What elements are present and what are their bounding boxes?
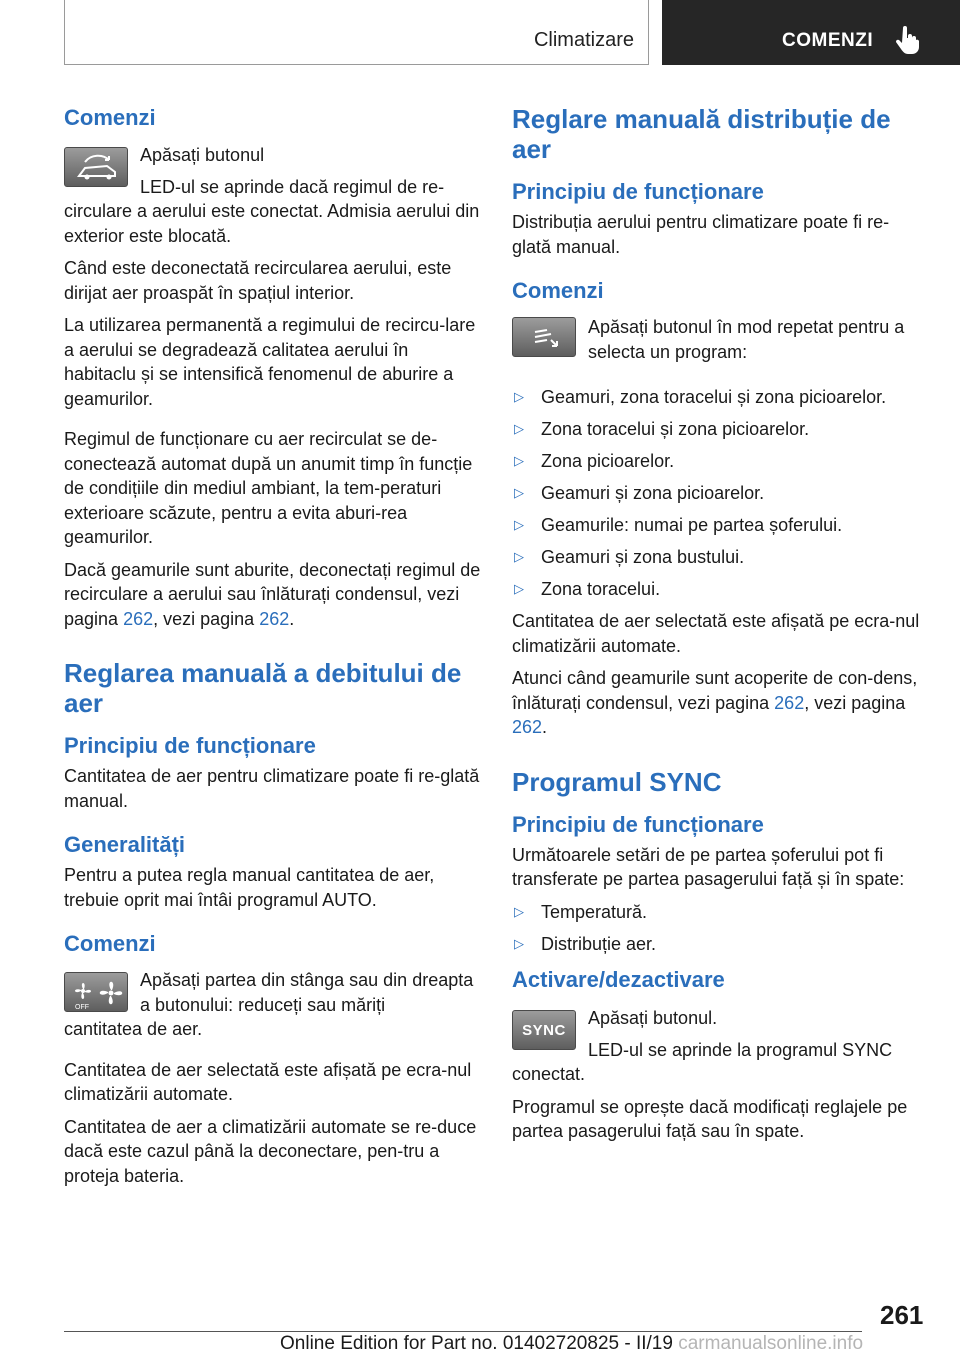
airflow-controls-heading: Comenzi [64, 931, 156, 956]
header-section-box [64, 0, 649, 65]
sync-press-text: Apăsați butonul. [588, 1008, 718, 1028]
triangle-bullet-icon: ▷ [514, 935, 524, 951]
sync-button-icon [512, 1010, 576, 1050]
airflow-battery-text: Cantitatea de aer a climatizării automate se re-duce dacă este cazul până la deconectare, pen-tru a proteja bateria. [64, 1116, 477, 1186]
distribution-controls-heading: Comenzi [512, 278, 604, 303]
recirc-led-text: circulare a aerului este conectat. Admisia aerului din exterior este blocată. [64, 201, 480, 246]
distribution-controls-text: Apăsați butonul în mod repetat pentru a selecta un program: [588, 317, 905, 362]
header-chapter-box [662, 0, 960, 65]
sync-toggle-heading: Activare/dezactivare [512, 967, 725, 992]
page-link[interactable]: 262 [512, 717, 543, 737]
airflow-principle-text: Cantitatea de aer pentru climatizare poate fi re-glată manual. [64, 766, 480, 811]
page-link[interactable]: 262 [123, 608, 154, 629]
sync-principle-text: Următoarele setări de pe partea șoferului pot fi transferate pe partea pasagerului față și în spate: [512, 844, 905, 889]
recirc-permanent-text: La utilizarea permanentă a regimului de recircu-lare a aerului se degradează calitatea aerului în habitaclu și se intensifică fenomenul de aburire a geamurilor. [64, 315, 476, 409]
airflow-principle-heading: Principiu de funcționare [64, 733, 316, 758]
sync-led-text: conectat. [512, 1064, 586, 1084]
list-item: ▷ Zona toracelui. [512, 577, 926, 602]
header-chapter-title: COMENZI [782, 30, 874, 51]
sync-led-text-start: LED-ul se aprinde la programul SYNC [588, 1039, 893, 1060]
distribution-button-row [512, 315, 926, 367]
fan-speed-icon [64, 972, 128, 1012]
sync-stop-text: Programul se oprește dacă modificați reglajele pe partea pasagerului față sau în spate. [512, 1096, 908, 1141]
header-section-title: Climatizare [533, 29, 634, 51]
sync-settings-list [512, 900, 926, 957]
list-item: ▷ Geamuri, zona toracelui și zona picioarelor. [512, 385, 926, 410]
triangle-bullet-icon: ▷ [514, 421, 524, 436]
distribution-display-text: Cantitatea de aer selectată este afișată pe ecra-nul climatizării automate. [512, 611, 920, 656]
sync-principle-heading: Principiu de funcționare [512, 811, 764, 837]
recirc-auto-off-text: Regimul de funcționare cu aer recirculat se de-conectează automat după un anumit timp în funcție de condițiile din mediul ambiant, la tem-peraturi exterioare scăzute, pentru a evita aburi-rea geamurilor. [64, 429, 473, 547]
svg-text:OFF: OFF [75, 1004, 89, 1011]
list-item: ▷ Zona picioarelor. [512, 449, 926, 474]
airflow-title: Reglarea manuală a debitului de aer [64, 658, 462, 718]
recirc-controls-heading: Comenzi [64, 105, 156, 130]
footer-watermark: carmanualsonline.info [678, 1333, 864, 1354]
fan-button-row [64, 968, 482, 1017]
triangle-bullet-icon: ▷ [514, 485, 524, 500]
triangle-bullet-icon: ▷ [514, 453, 524, 468]
sync-title: Programul SYNC [512, 766, 722, 797]
airflow-display-text: Cantitatea de aer selectată este afișată pe ecra-nul climatizării automate. [64, 1059, 472, 1104]
recirc-led-text-start: LED-ul se aprinde dacă regimul de re- [140, 176, 445, 197]
list-item: ▷ Geamuri și zona bustului. [512, 545, 926, 570]
list-item: ▷ Geamuri și zona picioarelor. [512, 481, 926, 506]
triangle-bullet-icon: ▷ [514, 517, 524, 532]
page-link[interactable]: 262 [774, 692, 805, 713]
air-recirculation-icon [64, 147, 128, 187]
list-item: ▷ Temperatură. [512, 900, 926, 925]
fan-controls-text-start: Apăsați partea din stânga sau din dreapta a butonului: reduceți sau măriți [140, 970, 474, 1015]
distribution-title: Reglare manuală distribuție de aer [512, 104, 891, 164]
footer-divider [64, 1331, 862, 1332]
fan-controls-text: cantitatea de aer. [64, 1019, 203, 1039]
recirc-button-row [64, 143, 482, 199]
distribution-program-list [512, 385, 926, 602]
triangle-bullet-icon: ▷ [514, 549, 524, 564]
triangle-bullet-icon: ▷ [514, 581, 524, 596]
list-item: ▷ Zona toracelui și zona picioarelor. [512, 417, 926, 442]
airflow-general-text: Pentru a putea regla manual cantitatea de aer, trebuie oprit mai întâi programul AUTO. [64, 865, 435, 910]
recirc-off-text: Când este deconectată recircularea aerului, este dirijat aer proaspăt în spațiul interior. [64, 258, 452, 303]
list-item: ▷ Geamurile: numai pe partea șoferului. [512, 513, 926, 538]
distribution-principle-text: Distribuția aerului pentru climatizare poate fi re-glată manual. [512, 212, 890, 257]
airflow-general-heading: Generalități [64, 832, 186, 857]
list-item: ▷ Distribuție aer. [512, 932, 926, 957]
distribution-principle-heading: Principiu de funcționare [512, 179, 764, 204]
air-distribution-icon [512, 317, 576, 357]
triangle-bullet-icon: ▷ [514, 389, 524, 404]
page-number: 261 [880, 1300, 924, 1330]
pointing-hand-icon [895, 26, 921, 54]
right-column [512, 100, 926, 1144]
recirc-fog-text: Dacă geamurile sunt aburite, deconectați regimul de recirculare a aerului sau înlăturați condensul, vezi pagina 262, vezi pagina 262. [64, 559, 481, 629]
triangle-bullet-icon: ▷ [514, 903, 524, 919]
sync-button-row [512, 1006, 926, 1062]
recirc-press-text: Apăsați butonul [140, 145, 265, 165]
sync-button-label: SYNC [522, 1022, 566, 1039]
distribution-condensation-text: Atunci când geamurile sunt acoperite de con-dens, înlăturați condensul, vezi pagina 262, vezi pagina 262. [512, 668, 918, 737]
footer-edition: Online Edition for Part no. 01402720825 - II/19 carmanualsonline.info [280, 1333, 864, 1354]
left-column [64, 100, 482, 1188]
page-link[interactable]: 262 [259, 608, 290, 629]
